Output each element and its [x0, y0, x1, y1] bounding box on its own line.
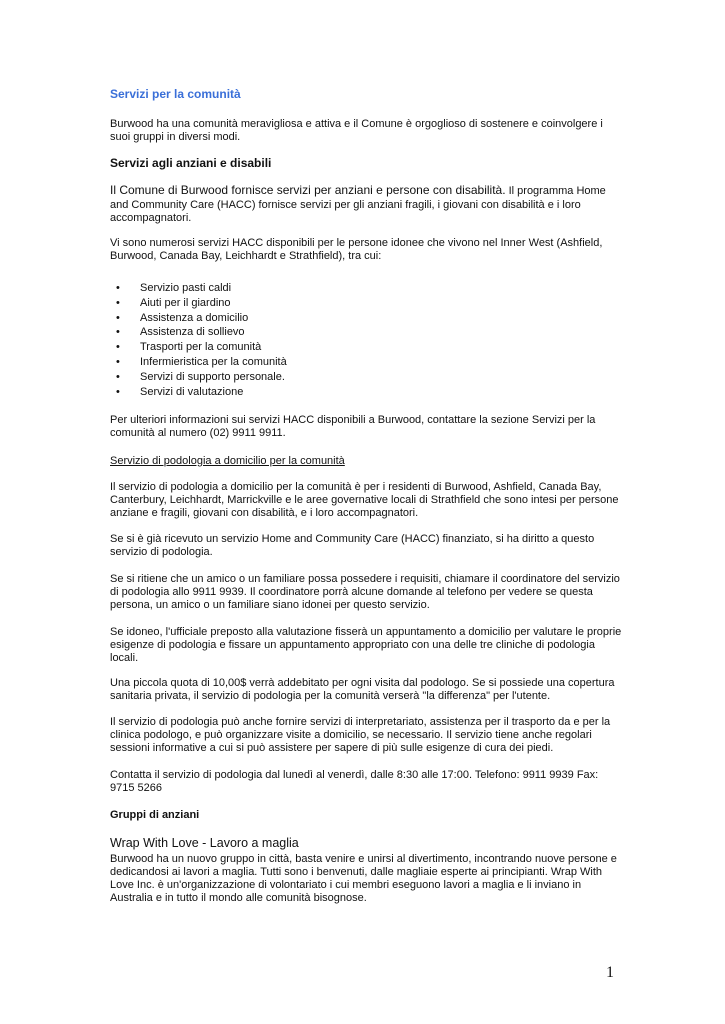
page-number: 1	[606, 964, 614, 981]
list-item	[110, 355, 622, 370]
podiatry-paragraph: Se si è già ricevuto un servizio Home and Community Care (HACC) finanziato, si ha diritto a questo servizio di podologia.	[110, 533, 595, 558]
bullet-icon: •	[116, 385, 120, 398]
bullet-icon: •	[116, 370, 120, 383]
podiatry-paragraph: Il servizio di podologia a domicilio per la comunità è per i residenti di Burwood, Ashfield, Canada Bay, Canterbury, Leichhardt, Marrickville e le aree governative locali di Strathfield che sono intesi per persone anziane e fragili, giovani con disabilità, e i loro accompagnatori.	[110, 481, 619, 519]
elderly-lead-large: Il Comune di Burwood fornisce servizi per anziani e persone con disabilità.	[110, 183, 506, 197]
elderly-lead-small: Il programma Home and Community Care (HACC) fornisce servizi per gli anziani fragili, i giovani con disabilità e i loro accompagnatori.	[110, 185, 606, 224]
list-item	[110, 325, 622, 340]
service-label: Servizio pasti caldi	[140, 282, 232, 294]
bullet-icon: •	[116, 282, 120, 294]
podiatry-paragraph: Una piccola quota di 10,00$ verrà addebitato per ogni visita dal podologo. Se si possiede una copertura sanitaria privata, il servizio di podologia per la comunità verserà "la differenza" per l'utente.	[110, 677, 615, 702]
service-label: Servizi di valutazione	[140, 385, 244, 398]
section-heading-groups: Gruppi di anziani	[110, 809, 200, 821]
podiatry-contact-paragraph: Contatta il servizio di podologia dal lunedì al venerdì, dalle 8:30 alle 17:00. Telefono: 9911 9939 Fax: 9715 5266	[110, 769, 599, 794]
list-item	[110, 296, 622, 311]
list-item	[110, 340, 622, 355]
bullet-icon: •	[116, 311, 120, 324]
podiatry-paragraph: Se idoneo, l'ufficiale preposto alla valutazione fisserà un appuntamento a domicilio per valutare le proprie esigenze di podologia e fissare un appuntamento appropriato con una delle tre cliniche di podologia locali.	[110, 626, 622, 664]
list-item	[110, 281, 622, 296]
podiatry-paragraph: Se si ritiene che un amico o un familiare possa possedere i requisiti, chiamare il coordinatore del servizio di podologia allo 9911 9939. Il coordinatore porrà alcune domande al telefono per vedere se questa persona, un amico o un familiare siano idonei per questo servizio.	[110, 573, 620, 611]
hacc-paragraph: Vi sono numerosi servizi HACC disponibili per le persone idonee che vivono nel Inner West (Ashfield, Burwood, Canada Bay, Leichhardt e Strathfield), tra cui:	[110, 237, 603, 262]
elderly-lead-paragraph	[110, 184, 622, 226]
bullet-icon: •	[116, 355, 120, 368]
wrap-with-love-paragraph: Burwood ha un nuovo gruppo in città, basta venire e unirsi al divertimento, incontrando nuove persone e dedicandosi ai lavori a maglia. Tutti sono i benvenuti, dalle magliaie esperte ai principianti. Wrap With Love Inc. è un'organizzazione di volontariato i cui membri eseguono lavori a maglia e li inviano in Australia e in tutto il mondo alle comunità bisognose.	[110, 853, 617, 904]
service-label: Trasporti per la comunità	[140, 341, 262, 354]
bullet-icon: •	[116, 341, 120, 354]
bullet-icon: •	[116, 296, 120, 309]
hacc-contact-paragraph: Per ulteriori informazioni sui servizi HACC disponibili a Burwood, contattare la sezione Servizi per la comunità al numero (02) 9911 9911.	[110, 414, 596, 439]
list-item	[110, 385, 622, 400]
service-label: Infermieristica per la comunità	[140, 355, 287, 368]
subheading-wrap-with-love: Wrap With Love - Lavoro a maglia	[110, 836, 299, 850]
service-label: Servizi di supporto personale.	[140, 370, 285, 383]
service-label: Assistenza di sollievo	[140, 326, 245, 339]
section-heading-podiatry: Servizio di podologia a domicilio per la comunità	[110, 455, 345, 467]
page-title: Servizi per la comunità	[110, 87, 241, 101]
services-list	[110, 281, 622, 399]
section-heading-elderly: Servizi agli anziani e disabili	[110, 156, 272, 170]
bullet-icon: •	[116, 326, 120, 339]
intro-paragraph: Burwood ha una comunità meravigliosa e attiva e il Comune è orgoglioso di sostenere e coinvolgere i suoi gruppi in diversi modi.	[110, 118, 603, 143]
podiatry-paragraph: Il servizio di podologia può anche fornire servizi di interpretariato, assistenza per il trasporto da e per la clinica podologo, e può organizzare visite a domicilio, se necessario. Il servizio tiene anche regolari sessioni informative a cui si può assistere per sapere di più sulle esigenze di cura dei piedi.	[110, 716, 611, 754]
service-label: Assistenza a domicilio	[140, 311, 249, 324]
list-item	[110, 311, 622, 326]
service-label: Aiuti per il giardino	[140, 296, 231, 309]
list-item	[110, 370, 622, 385]
